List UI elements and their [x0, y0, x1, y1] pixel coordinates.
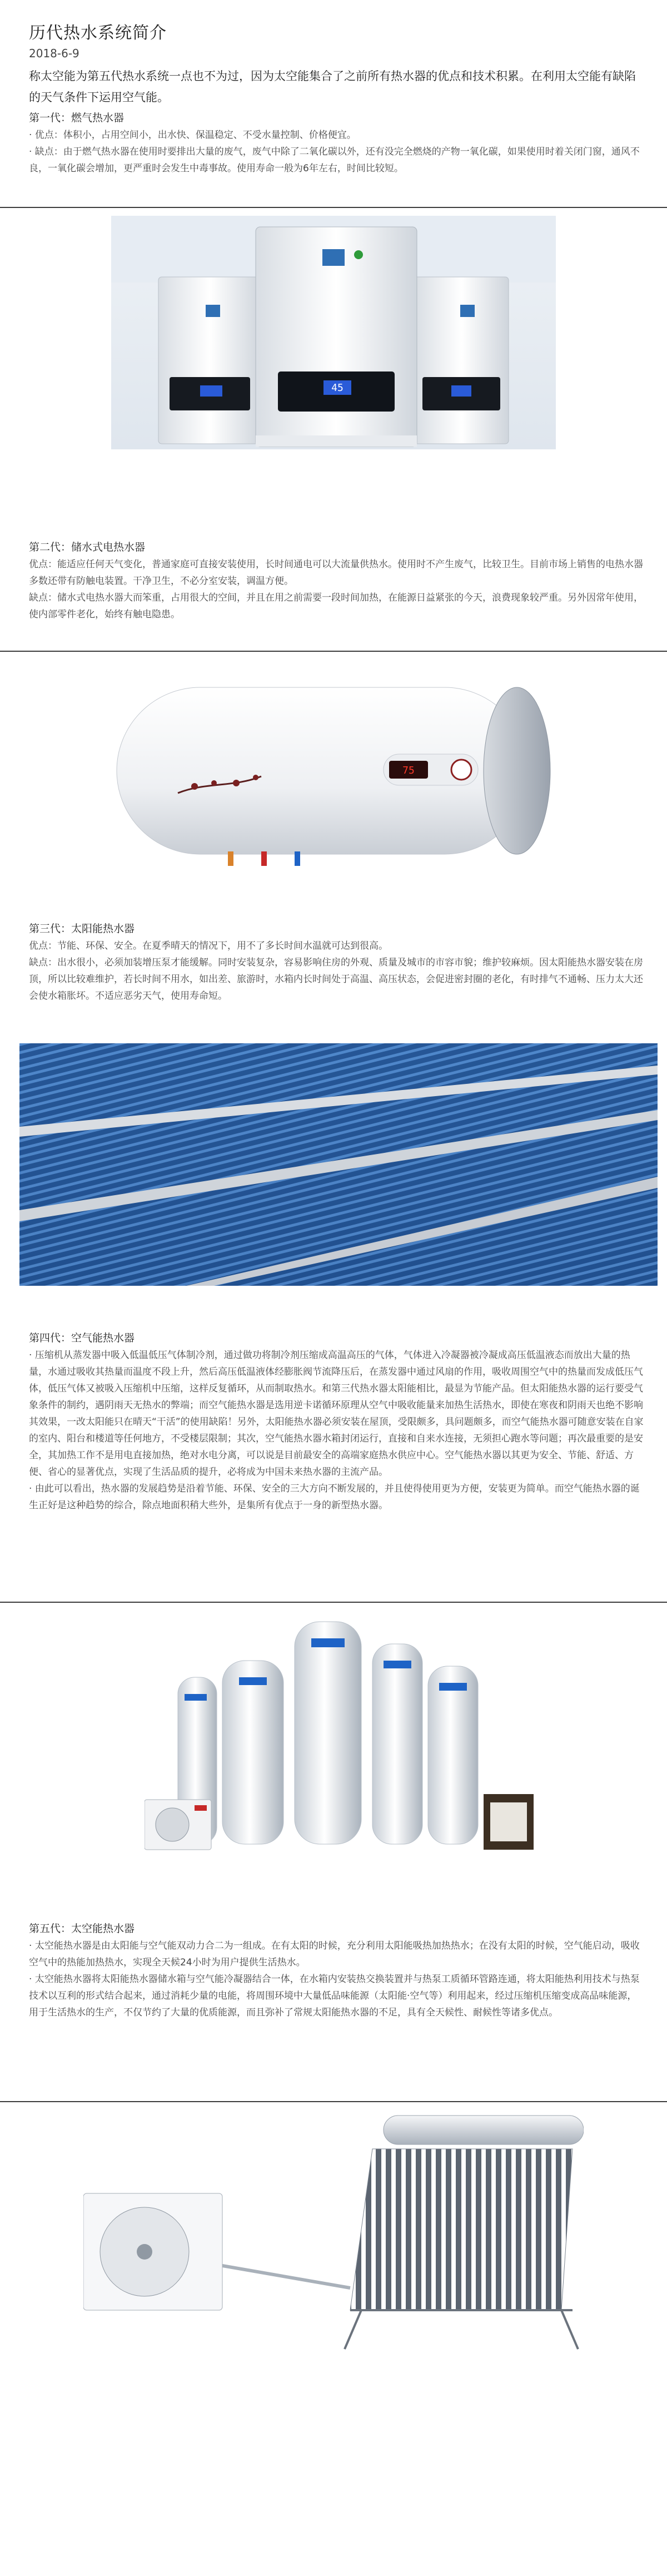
intro-paragraph: 称太空能为第五代热水系统一点也不为过，因为太空能集合了之前所有热水器的优点和技术积累。在利用太空能有缺陷的天气条件下运用空气能。 — [29, 70, 636, 104]
gen2-heading: 第二代：储水式电热水器 — [29, 541, 146, 553]
gen2-pros: 优点：能适应任何天气变化，普通家庭可直接安装使用，长时间通电可以大流量供热水。使用时不产生废气，比较卫生。目前市场上销售的电热水器多数还带有防触电装置。干净卫生，不必分室安装，调温方便。 — [29, 559, 643, 587]
gen3-heading: 第三代：太阳能热水器 — [29, 923, 135, 935]
gen4-p2: · 由此可以看出，热水器的发展趋势是沿着节能、环保、安全的三大方向不断发展的，并且使得使用更为方便，安装更为简单。而空气能热水器的诞生正好是这种趋势的综合，除点地面积稍大些外，是集所有优点于一身的新型热水器。 — [29, 1483, 640, 1511]
gen1-heading: 第一代：燃气热水器 — [29, 112, 125, 124]
divider — [0, 1602, 667, 1603]
solar-tubes-image — [19, 1043, 658, 1286]
gen5-p1: · 太空能热水器是由太阳能与空气能双动力合二为一组成。在有太阳的时候，充分利用太阳能吸热加热热水；在没有太阳的时候，空气能启动，吸收空气中的热能加热热水，实现全天候24小时为用户提供生活热水。 — [29, 1940, 640, 1968]
gen1-cons: · 缺点：由于燃气热水器在使用时要排出大量的废气，废气中除了二氧化碳以外，还有没完全燃烧的产物一氧化碳，如果使用时着关闭门窗，通风不良，一氧化碳会增加，更严重时会发生中毒事故。使用寿命一般为6年左右，时间比较短。 — [29, 146, 640, 174]
gen3-section — [29, 920, 646, 1004]
gen5-heading: 第五代：太空能热水器 — [29, 1923, 135, 1935]
air-heater-image — [145, 1611, 534, 1859]
gas-display-readout: 45 — [331, 382, 344, 394]
gen3-pros: 优点：节能、环保、安全。在夏季晴天的情况下，用不了多长时间水温就可达到很高。 — [29, 940, 388, 952]
gen4-p1: · 压缩机从蒸发器中吸入低温低压气体制冷剂，通过做功将制冷剂压缩成高温高压的气体，气体进入冷凝器被冷凝成高压低温液态而放出大量的热量，水通过吸收其热量而温度不段上升，然后高压低温液体经膨胀阀节流降压后，在蒸发器中通过风扇的作用，吸收周围空气中的热量而发成低压气体，低压气体又被吸入压缩机中压缩，这样反复循环，从而制取热水。和第三代热水器太阳能相比，最显为节能产品。但太阳能热水器的运行要受气象条件的制约，遇阴雨天无热水的弊端；而空气能热水器是选用逆卡诺循环原理从空气中吸收能量来加热生活热水，即使在寒夜和阴雨天也绝不影响其效果，一改太阳能只在晴天“干活”的使用缺陷！另外，太阳能热水器必须安装在屋顶，受限颇多，具问题颇多，而空气能热水器可随意安装在自家的室内、阳台和楼道等任何地方，不受楼层限制；其次，空气能热水器水箱封闭运行，直接和自来水连接，无须担心跑水等问题；再次最重要的是安全，其加热工作不是用电直接加热，绝对水电分离，可以说是目前最安全的高端家庭热水供应中心。空气能热水器以其更为安全、节能、舒适、方便、省心的显著优点，实现了生活品质的提升，必将成为中国未来热水器的主流产品。 — [29, 1350, 644, 1478]
hybrid-heater-image — [83, 2110, 584, 2355]
page-title: 历代热水系统简介 — [29, 23, 167, 43]
gen1-section — [29, 109, 646, 177]
gas-heater-image — [111, 216, 556, 449]
gen5-p2: · 太空能热水器将太阳能热水器储水箱与空气能冷凝器结合一体，在水箱内安装热交换装置并与热泵工质循环管路连通，将太阳能热利用技术与热泵技术以互利的形式结合起来，通过消耗少量的电能，将周围环境中大量低品味能源（太阳能·空气等）利用起来，经过压缩机压缩变成高品味能源，用于生活热水的生产，不仅节约了大量的优质能源，而且弥补了常规太阳能热水器的不足，具有全天候性、耐候性等诸多优点。 — [29, 1974, 640, 2018]
tank-display-readout: 75 — [402, 765, 415, 776]
publish-date: 2018-6-9 — [29, 47, 79, 60]
gen2-cons: 缺点：储水式电热水器大而笨重，占用很大的空间，并且在用之前需要一段时间加热，在能源日益紧张的今天，浪费现象较严重。另外因常年使用，使内部零件老化，始终有触电隐患。 — [29, 592, 643, 620]
divider — [0, 2101, 667, 2102]
gen3-cons: 缺点：出水很小，必须加装增压泵才能缓解。同时安装复杂，容易影响住房的外观、质量及城市的市容市貌；维护较麻烦。因太阳能热水器安装在房顶，所以比较难维护，若长时间不用水，如出差、旅游时，水箱内长时间处于高温、高压状态，会促进密封圈的老化，有时排气不通畅、压力太大还会使水箱胀坏。不适应恶劣天气，使用寿命短。 — [29, 957, 643, 1002]
divider — [0, 207, 667, 208]
gen4-heading: 第四代：空气能热水器 — [29, 1332, 135, 1344]
gen2-section — [29, 538, 646, 623]
divider — [0, 651, 667, 652]
gen4-section — [29, 1329, 646, 1514]
gen5-section — [29, 1920, 646, 2021]
gen1-pros: · 优点：体积小，占用空间小，出水快、保温稳定、不受水量控制、价格便宜。 — [29, 130, 356, 141]
electric-heater-image — [94, 660, 584, 893]
